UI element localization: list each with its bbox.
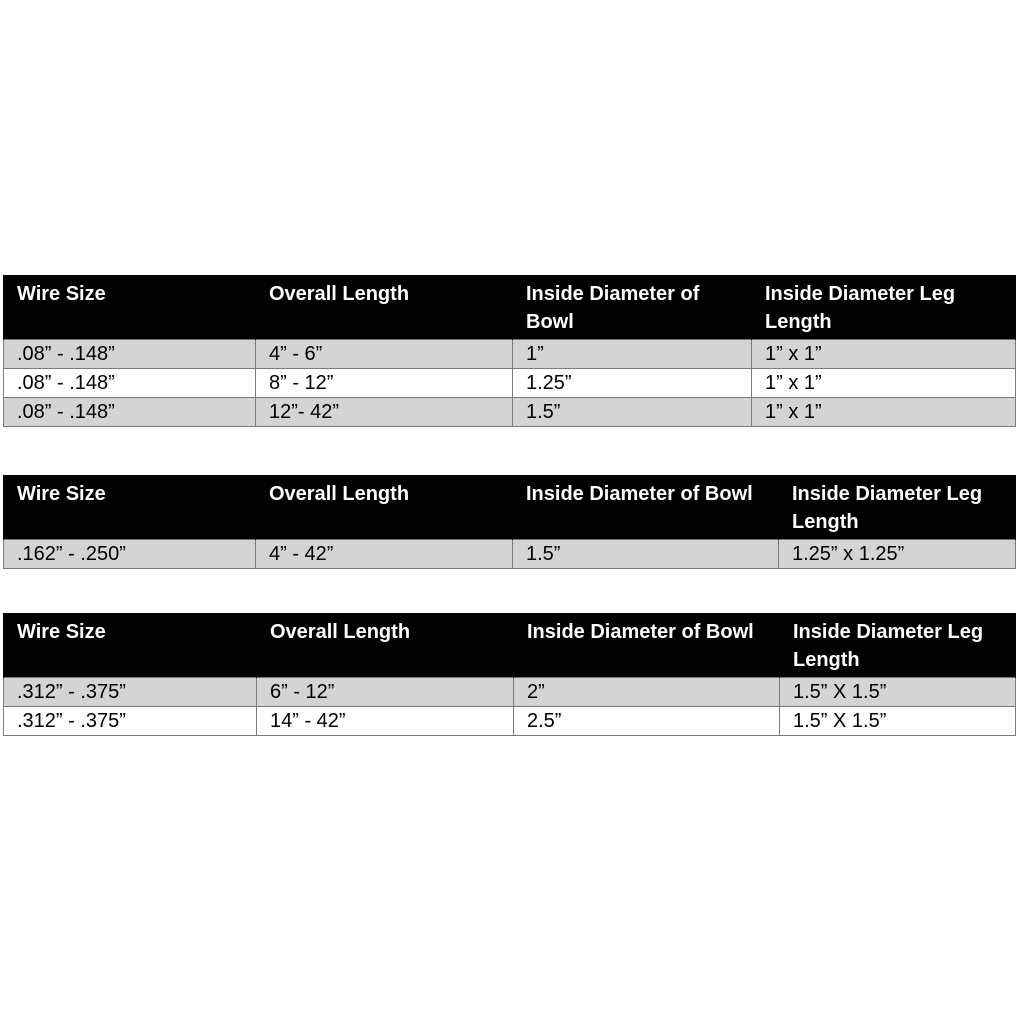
cell-inside-diameter-bowl: 1” [513, 340, 752, 369]
column-header-inside-diameter-bowl: Inside Diameter of Bowl [513, 275, 752, 340]
header-row [4, 275, 1016, 340]
spec-table-3 [3, 613, 1016, 736]
cell-leg-length: 1.25” x 1.25” [779, 540, 1016, 569]
table-row [4, 398, 1016, 427]
cell-inside-diameter-bowl: 2.5” [514, 707, 780, 736]
cell-leg-length: 1.5” X 1.5” [780, 707, 1016, 736]
column-header-wire-size: Wire Size [4, 475, 256, 540]
cell-wire-size: .08” - .148” [4, 398, 256, 427]
cell-leg-length: 1” x 1” [752, 340, 1016, 369]
table-header [4, 475, 1016, 540]
header-row [4, 475, 1016, 540]
column-header-wire-size: Wire Size [4, 613, 257, 678]
cell-leg-length: 1” x 1” [752, 398, 1016, 427]
cell-wire-size: .162” - .250” [4, 540, 256, 569]
table-body [4, 340, 1016, 427]
column-header-inside-diameter-leg-length: Inside Diameter Leg Length [752, 275, 1016, 340]
spec-table-1 [3, 275, 1016, 427]
table-body [4, 678, 1016, 736]
cell-leg-length: 1” x 1” [752, 369, 1016, 398]
cell-overall-length: 4” - 6” [256, 340, 513, 369]
cell-leg-length: 1.5” X 1.5” [780, 678, 1016, 707]
cell-inside-diameter-bowl: 1.5” [513, 540, 779, 569]
table-row [4, 707, 1016, 736]
cell-wire-size: .08” - .148” [4, 340, 256, 369]
header-row [4, 613, 1016, 678]
cell-overall-length: 4” - 42” [256, 540, 513, 569]
table-header [4, 613, 1016, 678]
column-header-wire-size: Wire Size [4, 275, 256, 340]
cell-inside-diameter-bowl: 1.25” [513, 369, 752, 398]
cell-overall-length: 8” - 12” [256, 369, 513, 398]
column-header-overall-length: Overall Length [256, 275, 513, 340]
table-row [4, 678, 1016, 707]
column-header-inside-diameter-leg-length: Inside Diameter Leg Length [780, 613, 1016, 678]
cell-wire-size: .08” - .148” [4, 369, 256, 398]
cell-wire-size: .312” - .375” [4, 707, 257, 736]
table-row [4, 340, 1016, 369]
table-row [4, 369, 1016, 398]
table-header [4, 275, 1016, 340]
cell-overall-length: 6” - 12” [257, 678, 514, 707]
column-header-inside-diameter-bowl: Inside Diameter of Bowl [514, 613, 780, 678]
column-header-inside-diameter-leg-length: Inside Diameter Leg Length [779, 475, 1016, 540]
cell-overall-length: 14” - 42” [257, 707, 514, 736]
table-body [4, 540, 1016, 569]
column-header-overall-length: Overall Length [257, 613, 514, 678]
cell-overall-length: 12”- 42” [256, 398, 513, 427]
column-header-overall-length: Overall Length [256, 475, 513, 540]
column-header-inside-diameter-bowl: Inside Diameter of Bowl [513, 475, 779, 540]
cell-inside-diameter-bowl: 2” [514, 678, 780, 707]
cell-inside-diameter-bowl: 1.5” [513, 398, 752, 427]
cell-wire-size: .312” - .375” [4, 678, 257, 707]
spec-table-2 [3, 475, 1016, 569]
table-row [4, 540, 1016, 569]
